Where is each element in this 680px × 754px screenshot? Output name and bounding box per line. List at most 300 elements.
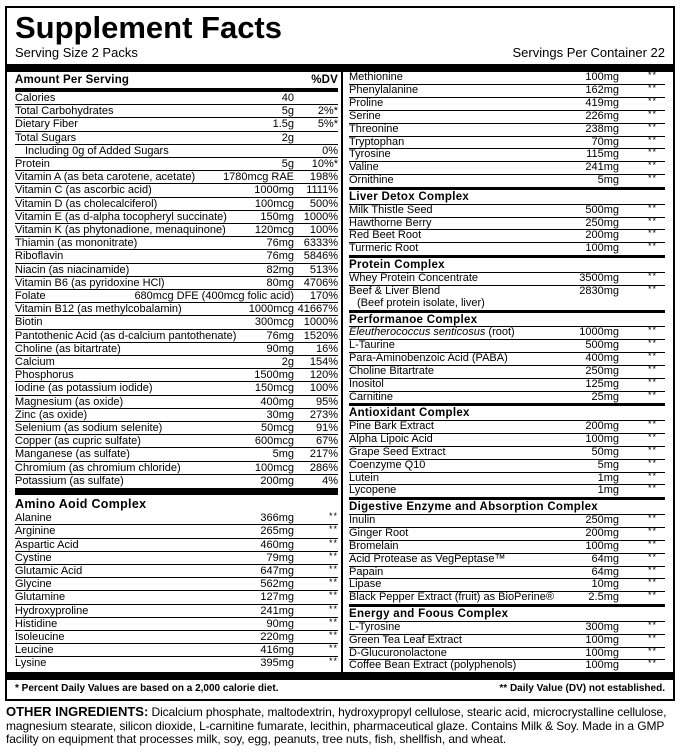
nutrient-row [349, 459, 665, 472]
nutrient-name: Red Beet Root [349, 230, 422, 242]
thick-divider-bar [15, 488, 338, 495]
nutrient-row [349, 553, 665, 566]
nutrient-amount: 500mg [585, 203, 619, 216]
nutrient-row [349, 472, 665, 485]
nutrient-name: Phenylalanine [349, 84, 419, 96]
nutrient-dv: ** [647, 645, 657, 656]
nutrient-name: Alpha Lipoic Acid [349, 433, 433, 445]
nutrient-name: Arginine [15, 525, 56, 538]
nutrient-name: Tryptophan [349, 136, 405, 148]
nutrient-amount: 250mg [585, 513, 619, 526]
nutrient-name: Glutamic Acid [15, 564, 83, 577]
nutrient-amount: 162mg [585, 83, 619, 96]
nutrient-dv: ** [647, 325, 657, 335]
nutrient-name: Protein [15, 158, 50, 171]
nutrient-amount: 1000mg [579, 326, 619, 338]
nutrient-amount: 250mg [585, 216, 619, 229]
nutrient-dv: ** [647, 470, 657, 481]
nutrient-name: Eleutherococcus senticosus (root) [349, 327, 515, 338]
nutrient-dv: ** [647, 134, 657, 145]
nutrient-amount: 76mg [266, 250, 294, 263]
nutrient-dv: ** [647, 160, 657, 171]
nutrient-dv: ** [647, 363, 657, 374]
nutrient-dv: 217% [309, 448, 338, 461]
nutrient-row [349, 647, 665, 660]
nutrient-row [349, 433, 665, 446]
nutrient-row [349, 591, 665, 604]
nutrient-row [349, 378, 665, 391]
nutrient-row [15, 315, 338, 328]
other-ingredients [6, 705, 674, 746]
serving-info-row [7, 44, 673, 64]
nutrient-row [15, 170, 338, 183]
nutrient-name: Inulin [349, 514, 376, 526]
nutrient-name: Biotin [15, 316, 43, 329]
nutrient-dv: ** [647, 82, 657, 93]
nutrient-row [349, 420, 665, 433]
nutrient-name: Dietary Fiber [15, 118, 78, 131]
section-header: Performanoe Complex [349, 310, 665, 327]
nutrient-name: Copper (as cupric sulfate) [15, 435, 141, 448]
serving-size: Serving Size 2 Packs [15, 45, 138, 60]
nutrient-name: Leucine [15, 644, 54, 657]
nutrient-dv: ** [647, 173, 657, 184]
nutrient-amount: 241mg [260, 604, 294, 617]
nutrient-dv: 2%* [317, 105, 338, 118]
nutrient-amount: 300mg [585, 620, 619, 633]
nutrient-row [15, 604, 338, 617]
columns-container [7, 72, 673, 672]
bottom-divider-bar [7, 672, 673, 680]
nutrient-row [15, 263, 338, 276]
nutrient-name: Total Sugars [15, 131, 77, 144]
nutrient-dv: ** [328, 590, 338, 601]
nutrient-row [15, 355, 338, 368]
nutrient-row [15, 157, 338, 170]
nutrient-name: Green Tea Leaf Extract [349, 634, 462, 646]
nutrient-row [15, 131, 338, 144]
nutrient-dv: 1000% [303, 210, 338, 223]
footnote-percent-dv: * Percent Daily Values are based on a 2,000 calorie diet. [15, 683, 279, 695]
nutrient-row [15, 617, 338, 630]
nutrient-row [349, 242, 665, 255]
nutrient-dv: ** [328, 603, 338, 614]
nutrient-name: Lipase [349, 579, 382, 591]
nutrient-dv: ** [647, 270, 657, 281]
nutrient-amount: 150mcg [254, 382, 294, 395]
nutrient-amount: 76mg [266, 237, 294, 250]
nutrient-name: Valine [349, 162, 379, 174]
footnotes-row [7, 680, 673, 699]
nutrient-dv: ** [647, 202, 657, 213]
nutrient-name: Riboflavin [15, 250, 64, 263]
nutrient-row [349, 110, 665, 123]
nutrient-amount: 220mg [260, 630, 294, 643]
nutrient-row [349, 514, 665, 527]
nutrient-dv: ** [647, 590, 657, 601]
nutrient-dv: ** [647, 108, 657, 119]
nutrient-name: Niacin (as niacinamide) [15, 263, 130, 276]
nutrient-name: Serine [349, 110, 381, 122]
nutrient-name: Hydroxyproline [15, 604, 89, 617]
nutrient-amount: 226mg [585, 109, 619, 122]
nutrient-amount: 90mg [266, 342, 294, 355]
nutrient-amount: 100mcg [254, 461, 294, 474]
other-ingredients-text: Dicalcium phosphate, maltodextrin, hydroxypropyl cellulose, stearic acid, microcrystalline cellulose, magnesium stearate, silicon dioxide, L-carnitine fumarate, lecithin, pharmaceutical glaze. Contains Milk & Soy. Made in a GMP facility on equipment that processes milk, soy, egg, peanuts, tree nuts, fish, shellfish, and wheat. [6, 705, 667, 747]
section-header: Antioxidant Complex [349, 403, 665, 420]
nutrient-name: Carnitine [349, 391, 394, 403]
nutrient-dv: ** [647, 483, 657, 494]
nutrient-amount: 5mg [597, 458, 619, 471]
nutrient-dv: ** [328, 550, 338, 561]
nutrient-row [15, 92, 338, 104]
nutrient-amount: 5g [281, 158, 294, 171]
nutrient-amount: 90mg [266, 617, 294, 630]
nutrient-name: Hawthorne Berry [349, 217, 432, 229]
nutrient-amount: 115mg [586, 148, 619, 161]
nutrient-row [15, 643, 338, 656]
nutrient-row [349, 326, 665, 339]
nutrient-row [15, 630, 338, 643]
nutrient-name: Potassium (as sulfate) [15, 474, 124, 487]
nutrient-name: L-Tyrosine [349, 621, 401, 633]
nutrient-dv: 6333% [303, 237, 338, 250]
nutrient-amount: 1mg [597, 484, 619, 497]
nutrient-name: L-Taurine [349, 339, 395, 351]
nutrient-amount: 200mg [260, 474, 294, 487]
nutrient-rows-amino [15, 512, 338, 669]
nutrient-name: Turmeric Root [349, 243, 419, 255]
nutrient-row [15, 329, 338, 342]
nutrient-amount: 395mg [260, 657, 294, 670]
nutrient-name: Cystine [15, 551, 52, 564]
nutrient-amount: 1780mcg RAE [223, 171, 294, 184]
nutrient-amount: 562mg [260, 578, 294, 591]
nutrient-amount: 5g [281, 105, 294, 118]
nutrient-amount: 647mg [260, 564, 294, 577]
nutrient-name: Proline [349, 97, 384, 109]
nutrient-row [349, 97, 665, 110]
nutrient-row [15, 590, 338, 603]
nutrient-amount: 241mg [585, 161, 619, 174]
nutrient-amount: 50mcg [260, 422, 294, 435]
nutrient-dv: ** [328, 616, 338, 627]
nutrient-note-row [349, 298, 665, 310]
nutrient-name: Acid Protease as VegPeptase™ [349, 553, 506, 565]
section-header: Protein Complex [349, 255, 665, 272]
nutrient-row [349, 446, 665, 459]
nutrient-amount: 100mg [585, 633, 619, 646]
nutrient-dv: 100% [309, 224, 338, 237]
nutrient-dv: 286% [309, 461, 338, 474]
percent-dv-label: %DV [311, 74, 338, 86]
nutrient-dv: 513% [309, 263, 338, 276]
nutrient-amount: 400mg [585, 351, 619, 364]
nutrient-name: Thiamin (as mononitrate) [15, 237, 138, 250]
nutrient-name: Coffee Bean Extract (polyphenols) [349, 660, 517, 672]
nutrient-row [349, 285, 665, 298]
nutrient-dv: 16% [315, 342, 338, 355]
nutrient-amount: 76mg [266, 329, 294, 342]
nutrient-name: Including 0g of Added Sugars [25, 144, 169, 157]
nutrient-amount: 10mg [591, 578, 619, 591]
nutrient-row [349, 540, 665, 553]
nutrient-name: Aspartic Acid [15, 538, 79, 551]
nutrient-row [349, 148, 665, 161]
nutrient-row [15, 512, 338, 524]
nutrient-dv: ** [647, 577, 657, 588]
nutrient-row [15, 302, 338, 315]
nutrient-amount: 80mg [266, 276, 294, 289]
nutrient-name: Papain [349, 566, 384, 578]
top-divider-bar [7, 64, 673, 72]
nutrient-amount: 25mg [591, 390, 619, 403]
nutrient-amount: 100mg [585, 71, 619, 83]
nutrient-dv: ** [647, 551, 657, 562]
nutrient-name: Iodine (as potassium iodide) [15, 382, 153, 395]
nutrient-dv: ** [647, 350, 657, 361]
nutrient-dv: 1111% [306, 184, 338, 197]
nutrient-dv: 4% [322, 474, 338, 487]
nutrient-dv: 41667% [297, 303, 338, 316]
nutrient-dv: ** [328, 656, 338, 667]
nutrient-rows-main [15, 92, 338, 487]
nutrient-dv: ** [647, 95, 657, 106]
nutrient-row [15, 538, 338, 551]
nutrient-name: Pantothenic Acid (as d-calcium pantothenate) [15, 329, 237, 342]
nutrient-name: Threonine [349, 123, 399, 135]
nutrient-dv: ** [328, 537, 338, 548]
nutrient-dv: ** [328, 643, 338, 654]
nutrient-name: Glycine [15, 578, 52, 591]
nutrient-name: Calcium [15, 356, 55, 369]
nutrient-amount: 2830mg [579, 284, 619, 297]
nutrient-amount: 3500mg [579, 271, 619, 284]
nutrient-amount: 5mg [597, 174, 619, 187]
nutrient-dv: ** [647, 337, 657, 348]
nutrient-amount: 5mg [272, 448, 294, 461]
left-column [7, 72, 341, 672]
nutrient-row [15, 656, 338, 669]
nutrient-row [349, 84, 665, 97]
nutrient-amount: 265mg [260, 525, 294, 538]
footnote-not-established: ** Daily Value (DV) not established. [499, 683, 665, 695]
nutrient-amount: 238mg [585, 122, 619, 135]
nutrient-amount: 150mg [260, 210, 294, 223]
nutrient-row [349, 161, 665, 174]
section-header: Digestive Enzyme and Absorption Complex [349, 497, 665, 514]
section-header-amino: Amino Aoid Complex [15, 497, 147, 512]
nutrient-dv: 198% [309, 171, 338, 184]
nutrient-row [15, 276, 338, 289]
nutrient-amount: 416mg [260, 644, 294, 657]
nutrient-amount: 120mcg [254, 224, 294, 237]
nutrient-row [349, 527, 665, 540]
nutrient-row [15, 461, 338, 474]
amount-per-serving-label: Amount Per Serving [15, 74, 130, 86]
nutrient-amount: 64mg [591, 565, 619, 578]
nutrient-name: Vitamin B12 (as methylcobalamin) [15, 303, 182, 316]
nutrient-dv: ** [328, 524, 338, 535]
nutrient-row [15, 289, 338, 302]
nutrient-dv: ** [647, 512, 657, 523]
nutrient-row [15, 524, 338, 537]
nutrient-row [349, 123, 665, 136]
nutrient-name: Pine Bark Extract [349, 420, 434, 432]
nutrient-dv: 95% [315, 395, 338, 408]
nutrient-dv: ** [328, 511, 338, 522]
nutrient-row [349, 578, 665, 591]
nutrient-amount: 30mg [266, 408, 294, 421]
nutrient-row [15, 223, 338, 236]
nutrient-amount: 70mg [591, 135, 619, 148]
nutrient-row [15, 395, 338, 408]
nutrient-row [349, 204, 665, 217]
nutrient-name: Coenzyme Q10 [349, 459, 426, 471]
nutrient-name: Glutamine [15, 591, 66, 604]
nutrient-name: Whey Protein Concentrate [349, 272, 479, 284]
nutrient-dv: ** [647, 525, 657, 536]
nutrient-dv: 5846% [303, 250, 338, 263]
nutrient-row [349, 391, 665, 404]
nutrient-row [349, 136, 665, 149]
nutrient-name: Total Carbohydrates [15, 105, 114, 118]
nutrient-dv: ** [328, 629, 338, 640]
nutrient-dv: ** [647, 632, 657, 643]
nutrient-row [15, 577, 338, 590]
section-header: Liver Detox Complex [349, 187, 665, 204]
nutrient-name: Calories [15, 92, 56, 104]
nutrient-row [15, 210, 338, 223]
other-ingredients-label: OTHER INGREDIENTS: [6, 704, 149, 720]
nutrient-row [15, 249, 338, 262]
nutrient-amount: 300mcg [254, 316, 294, 329]
nutrient-amount: 100mcg [254, 197, 294, 210]
nutrient-row [349, 352, 665, 365]
nutrient-name: Choline Bitartrate [349, 365, 434, 377]
nutrient-name: Vitamin E (as d-alpha tocopheryl succinate) [15, 210, 227, 223]
nutrient-name: Folate [15, 290, 46, 303]
nutrient-dv: 5%* [317, 118, 338, 131]
nutrient-row [349, 365, 665, 378]
nutrient-amount: 100mg [585, 539, 619, 552]
nutrient-amount: 400mg [260, 395, 294, 408]
nutrient-name: Vitamin C (as ascorbic acid) [15, 184, 152, 197]
nutrient-row [15, 447, 338, 460]
nutrient-dv: ** [647, 147, 657, 158]
nutrient-name: Para-Aminobenzoic Acid (PABA) [349, 352, 508, 364]
nutrient-amount: 1000mg [254, 184, 294, 197]
nutrient-row [349, 217, 665, 230]
servings-per-container: Servings Per Container 22 [512, 45, 665, 60]
nutrient-amount: 200mg [585, 526, 619, 539]
nutrient-dv: ** [328, 563, 338, 574]
nutrient-amount: 79mg [266, 551, 294, 564]
nutrient-row [15, 104, 338, 117]
nutrient-name: Alanine [15, 512, 52, 525]
nutrient-dv: ** [647, 241, 657, 252]
nutrient-dv: 154% [309, 356, 338, 369]
nutrient-row [349, 339, 665, 352]
nutrient-name: Vitamin A (as beta carotene, acetate) [15, 171, 196, 184]
nutrient-name: Black Pepper Extract (fruit) as BioPerine® [349, 592, 554, 604]
nutrient-dv: ** [647, 70, 657, 80]
nutrient-amount: 40 [281, 92, 294, 104]
nutrient-row [15, 144, 338, 157]
nutrient-name: Ginger Root [349, 527, 409, 539]
nutrient-name: Vitamin K (as phytonadione, menaquinone) [15, 224, 226, 237]
nutrient-dv: ** [647, 658, 657, 669]
nutrient-amount: 1000mcg [248, 303, 294, 316]
nutrient-name: Lutein [349, 472, 379, 484]
column-header-row [15, 72, 338, 87]
nutrient-dv: ** [647, 121, 657, 132]
nutrient-name: Grape Seed Extract [349, 446, 446, 458]
nutrient-amount: 2.5mg [588, 591, 619, 604]
nutrient-dv: ** [647, 228, 657, 239]
nutrient-name: Bromelain [349, 540, 399, 552]
nutrient-name: Chromium (as chromium chloride) [15, 461, 181, 474]
nutrient-amount: 100mg [585, 242, 619, 255]
nutrient-name: Zinc (as oxide) [15, 408, 88, 421]
nutrient-dv: ** [647, 457, 657, 468]
nutrient-row [15, 434, 338, 447]
nutrient-dv: 0% [322, 144, 338, 157]
nutrient-amount: 100mg [585, 659, 619, 672]
nutrient-row [15, 421, 338, 434]
nutrient-row [349, 174, 665, 187]
nutrient-name: Vitamin B6 (as pyridoxine HCl) [15, 276, 165, 289]
nutrient-dv: ** [647, 444, 657, 455]
nutrient-amount: 127mg [260, 591, 294, 604]
nutrient-name: Inositol [349, 378, 384, 390]
nutrient-amount: 419mg [585, 96, 619, 109]
nutrient-dv: 1520% [303, 329, 338, 342]
nutrient-dv: 67% [315, 435, 338, 448]
nutrient-amount: 1.5g [272, 118, 294, 131]
nutrient-dv: ** [647, 418, 657, 429]
nutrient-dv: 273% [309, 408, 338, 421]
nutrient-amount: 1500mg [254, 369, 294, 382]
nutrient-amount: 100mg [585, 646, 619, 659]
label-title: Supplement Facts [15, 10, 282, 45]
nutrient-name: Choline (as bitartrate) [15, 342, 121, 355]
nutrient-amount: 680mcg DFE (400mcg folic acid) [134, 290, 294, 303]
nutrient-dv: ** [647, 389, 657, 400]
nutrient-amount: 500mg [585, 338, 619, 351]
nutrient-dv: ** [647, 283, 657, 294]
nutrient-name: Histidine [15, 617, 58, 630]
nutrient-row [349, 272, 665, 285]
nutrient-row [349, 229, 665, 242]
nutrient-row [15, 474, 338, 487]
nutrient-row [349, 634, 665, 647]
nutrient-row [349, 72, 665, 84]
nutrient-dv: 10%* [311, 158, 338, 171]
nutrient-dv: ** [647, 619, 657, 630]
nutrient-row [15, 564, 338, 577]
nutrient-row [349, 621, 665, 634]
nutrient-dv: 500% [309, 197, 338, 210]
section-header: Energy and Foous Complex [349, 604, 665, 621]
nutrient-amount: 200mg [585, 419, 619, 432]
nutrient-name: Lysine [15, 657, 47, 670]
nutrient-dv: 91% [315, 422, 338, 435]
nutrient-amount: 82mg [266, 263, 294, 276]
nutrient-name: Phosphorus [15, 369, 74, 382]
nutrient-name: Manganese (as sulfate) [15, 448, 130, 461]
nutrient-name: Isoleucine [15, 630, 65, 643]
